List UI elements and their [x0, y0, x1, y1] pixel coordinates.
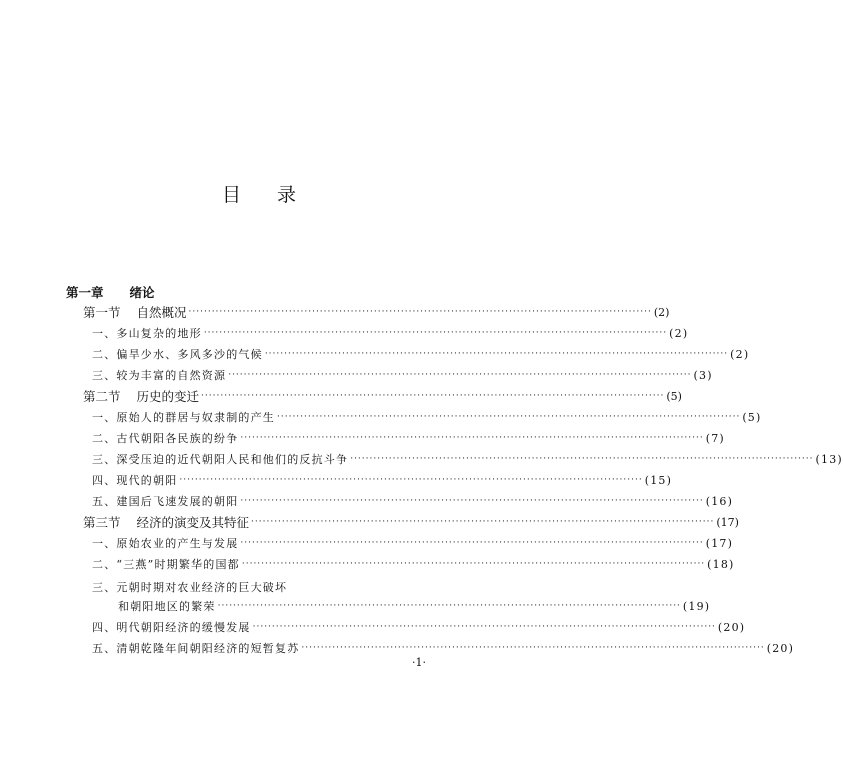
- dot-leader: ························································································································: [179, 475, 643, 485]
- entry-label: 五、清朝乾隆年间朝阳经济的短暂复苏: [92, 642, 300, 655]
- toc-item-entry: [66, 471, 673, 489]
- entry-label: 一、原始人的群居与奴隶制的产生: [92, 411, 275, 424]
- entry-label: 三、深受压迫的近代朝阳人民和他们的反抗斗争: [92, 453, 349, 466]
- dot-leader: ························································································································: [240, 538, 704, 548]
- entry-label: 五、建国后飞速发展的朝阳: [92, 495, 239, 508]
- toc-item-entry: [66, 618, 746, 636]
- entry-page-number: (5): [666, 389, 682, 403]
- dot-leader: ························································································································: [203, 328, 668, 338]
- dot-leader: ························································································································: [251, 517, 715, 527]
- section-number: 第二节: [83, 389, 121, 404]
- dot-leader: ························································································································: [350, 454, 814, 464]
- entry-page-number: (17): [716, 515, 739, 529]
- dot-leader: ························································································································: [217, 601, 681, 611]
- dot-leader: ························································································································: [228, 370, 692, 380]
- toc-item-entry: [66, 534, 734, 552]
- toc-item-entry: [66, 578, 438, 596]
- toc-item-entry: [66, 366, 713, 384]
- section-label: [83, 513, 249, 531]
- dot-leader: ························································································································: [252, 622, 716, 632]
- entry-label: 一、原始农业的产生与发展: [92, 537, 239, 550]
- entry-page-number: (15): [644, 473, 673, 487]
- entry-label: 二、“三燕”时期繁华的国都: [92, 558, 240, 571]
- chapter-number: 第一章: [66, 285, 104, 300]
- section-title: 自然概况: [136, 305, 187, 320]
- entry-page-number: (2): [669, 326, 689, 340]
- entry-page-number: (18): [707, 557, 735, 571]
- dot-leader: ························································································································: [277, 412, 741, 422]
- entry-page-number: (3): [693, 368, 713, 382]
- toc-item-entry: [66, 492, 734, 510]
- toc-title: [222, 180, 296, 207]
- entry-page-number: (17): [705, 536, 734, 550]
- entry-page-number: (2): [730, 347, 750, 361]
- dot-leader: ························································································································: [240, 496, 704, 506]
- entry-label: 和朝阳地区的繁荣: [118, 600, 216, 613]
- entry-page-number: (16): [705, 494, 734, 508]
- toc-section-entry: [66, 387, 682, 405]
- entry-page-number: (7): [705, 431, 725, 445]
- entry-label: 二、古代朝阳各民族的纷争: [92, 432, 239, 445]
- toc-item-entry: [66, 429, 725, 447]
- entry-page-number: (20): [766, 641, 795, 655]
- entry-label: 三、较为丰富的自然资源: [92, 369, 227, 382]
- toc-item-entry: [66, 408, 762, 426]
- entry-label: 三、元朝时期对农业经济的巨大破坏: [92, 581, 288, 594]
- section-title: 历史的变迁: [136, 389, 200, 404]
- entry-page-number: (20): [717, 620, 746, 634]
- dot-leader: ························································································································: [188, 307, 652, 317]
- entry-page-number: (5): [742, 410, 762, 424]
- dot-leader: ························································································································: [201, 391, 665, 401]
- toc-section-entry: [66, 303, 670, 321]
- toc-item-entry: [66, 639, 795, 657]
- section-label: [83, 387, 199, 405]
- toc-item-entry: [66, 555, 735, 573]
- entry-page-number: (19): [682, 599, 711, 613]
- entry-label: 四、现代的朝阳: [92, 474, 178, 487]
- toc-item-entry: [66, 324, 689, 342]
- entry-page-number: (13): [815, 452, 843, 466]
- entry-label: 四、明代朝阳经济的缓慢发展: [92, 621, 251, 634]
- title-char-2: 录: [277, 184, 297, 206]
- dot-leader: ························································································································: [301, 643, 765, 653]
- dot-leader: ························································································································: [264, 349, 729, 359]
- toc-section-entry: [66, 513, 739, 531]
- chapter-heading: [66, 283, 438, 301]
- entry-label: 一、多山复杂的地形: [92, 327, 202, 340]
- toc-item-entry: [66, 450, 843, 468]
- entry-page-number: (2): [653, 305, 670, 319]
- page-number: ·1·: [412, 656, 426, 669]
- dot-leader: ························································································································: [240, 433, 704, 443]
- title-char-1: 目: [222, 184, 242, 206]
- entry-label: 二、偏旱少水、多风多沙的气候: [92, 348, 263, 361]
- toc-item-entry: [66, 345, 750, 363]
- section-number: 第三节: [83, 515, 121, 530]
- toc-item-entry: [66, 597, 711, 615]
- section-label: [83, 303, 187, 321]
- section-title: 经济的演变及其特征: [136, 515, 250, 530]
- section-number: 第一节: [83, 305, 121, 320]
- chapter-title: 绪论: [129, 285, 155, 300]
- dot-leader: ························································································································: [241, 559, 706, 569]
